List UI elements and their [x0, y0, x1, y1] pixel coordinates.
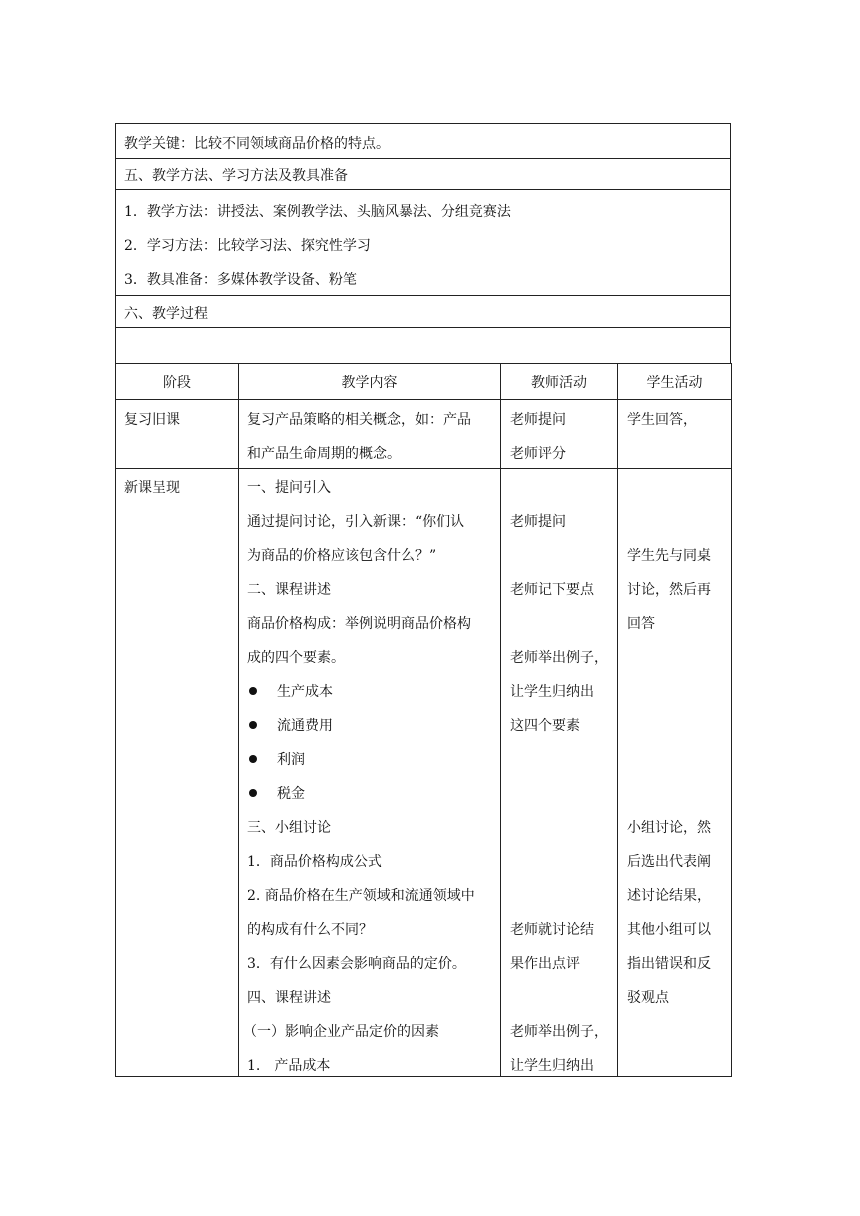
review-stage: 复习旧课	[124, 412, 180, 428]
methods-row	[115, 189, 731, 296]
bullet-icon	[249, 755, 257, 763]
bullet-item	[249, 681, 333, 701]
teacher-line: 老师记下要点	[510, 582, 594, 598]
student-line: 驳观点	[627, 990, 669, 1006]
bullet-text: 税金	[277, 786, 305, 802]
student-line: 述讨论结果，	[627, 888, 711, 904]
key-point-row	[115, 123, 731, 159]
method-item: 2．学习方法：比较学习法、探究性学习	[124, 238, 371, 254]
method-item: 1．教学方法：讲授法、案例教学法、头脑风暴法、分组竞赛法	[124, 204, 511, 220]
header-content: 教学内容	[239, 364, 501, 400]
teacher-line: 老师举出例子，	[510, 1024, 608, 1040]
review-stage-cell	[116, 400, 239, 469]
content-line: 商品价格构成：举例说明商品价格构	[247, 616, 471, 632]
newlesson-teacher-cell	[501, 469, 618, 1077]
content-line: （一）影响企业产品定价的因素	[243, 1024, 439, 1040]
content-line: 成的四个要素。	[247, 650, 345, 666]
student-line: 其他小组可以	[627, 922, 711, 938]
bullet-item	[249, 749, 305, 769]
review-teacher-line: 老师评分	[510, 446, 566, 462]
bullet-text: 流通费用	[277, 718, 333, 734]
review-content-cell	[239, 400, 501, 469]
content-line: 二、课程讲述	[247, 582, 331, 598]
student-line: 讨论，然后再	[627, 582, 711, 598]
bullet-text: 利润	[277, 752, 305, 768]
header-student: 学生活动	[618, 364, 732, 400]
content-line: 通过提问讨论，引入新课：“你们认	[247, 514, 465, 530]
content-line: 2. 商品价格在生产领域和流通领域中	[247, 888, 475, 904]
bullet-icon	[249, 789, 257, 797]
review-content-line: 和产品生命周期的概念。	[247, 446, 401, 462]
content-line: 三、小组讨论	[247, 820, 331, 836]
bullet-icon	[249, 721, 257, 729]
content-line: 为商品的价格应该包含什么？”	[247, 548, 437, 564]
section5-row	[115, 157, 731, 190]
teacher-line: 老师举出例子，	[510, 650, 608, 666]
teacher-line: 果作出点评	[510, 956, 580, 972]
teacher-line: 这四个要素	[510, 718, 580, 734]
newlesson-stage: 新课呈现	[124, 480, 180, 496]
review-student-line: 学生回答，	[627, 412, 697, 428]
table-header-row	[116, 364, 732, 400]
teacher-line: 老师提问	[510, 514, 566, 530]
teaching-process-table	[115, 363, 732, 1077]
teacher-line: 老师就讨论结	[510, 922, 594, 938]
content-line: 3．有什么因素会影响商品的定价。	[247, 956, 466, 972]
teacher-line: 让学生归纳出	[510, 1058, 594, 1074]
student-line: 学生先与同桌	[627, 548, 711, 564]
content-line: 一、提问引入	[247, 480, 331, 496]
review-teacher-line: 老师提问	[510, 412, 566, 428]
teacher-line: 让学生归纳出	[510, 684, 594, 700]
content-line: 1．商品价格构成公式	[247, 854, 382, 870]
student-line: 后选出代表阐	[627, 854, 711, 870]
review-teacher-cell	[501, 400, 618, 469]
bullet-icon	[249, 687, 257, 695]
section5-title: 五、教学方法、学习方法及教具准备	[124, 168, 348, 184]
empty-row	[115, 327, 731, 364]
student-line: 回答	[627, 616, 655, 632]
newlesson-stage-cell	[116, 469, 239, 1077]
student-line: 指出错误和反	[627, 956, 711, 972]
bullet-item	[249, 715, 333, 735]
content-line: 四、课程讲述	[247, 990, 331, 1006]
content-line: 的构成有什么不同？	[247, 922, 373, 938]
bullet-item	[249, 783, 305, 803]
student-line: 小组讨论，然	[627, 820, 711, 836]
header-teacher: 教师活动	[501, 364, 618, 400]
bullet-text: 生产成本	[277, 684, 333, 700]
section6-title: 六、教学过程	[124, 306, 208, 322]
review-student-cell	[618, 400, 732, 469]
section6-row	[115, 295, 731, 328]
header-stage: 阶段	[116, 364, 239, 400]
key-point-text: 教学关键：比较不同领域商品价格的特点。	[124, 136, 390, 152]
content-line: 1. 产品成本	[247, 1058, 331, 1074]
newlesson-student-cell	[618, 469, 732, 1077]
table-row-newlesson	[116, 469, 732, 1077]
table-row-review	[116, 400, 732, 469]
review-content-line: 复习产品策略的相关概念，如：产品	[247, 412, 471, 428]
newlesson-content-cell	[239, 469, 501, 1077]
method-item: 3．教具准备：多媒体教学设备、粉笔	[124, 272, 357, 288]
